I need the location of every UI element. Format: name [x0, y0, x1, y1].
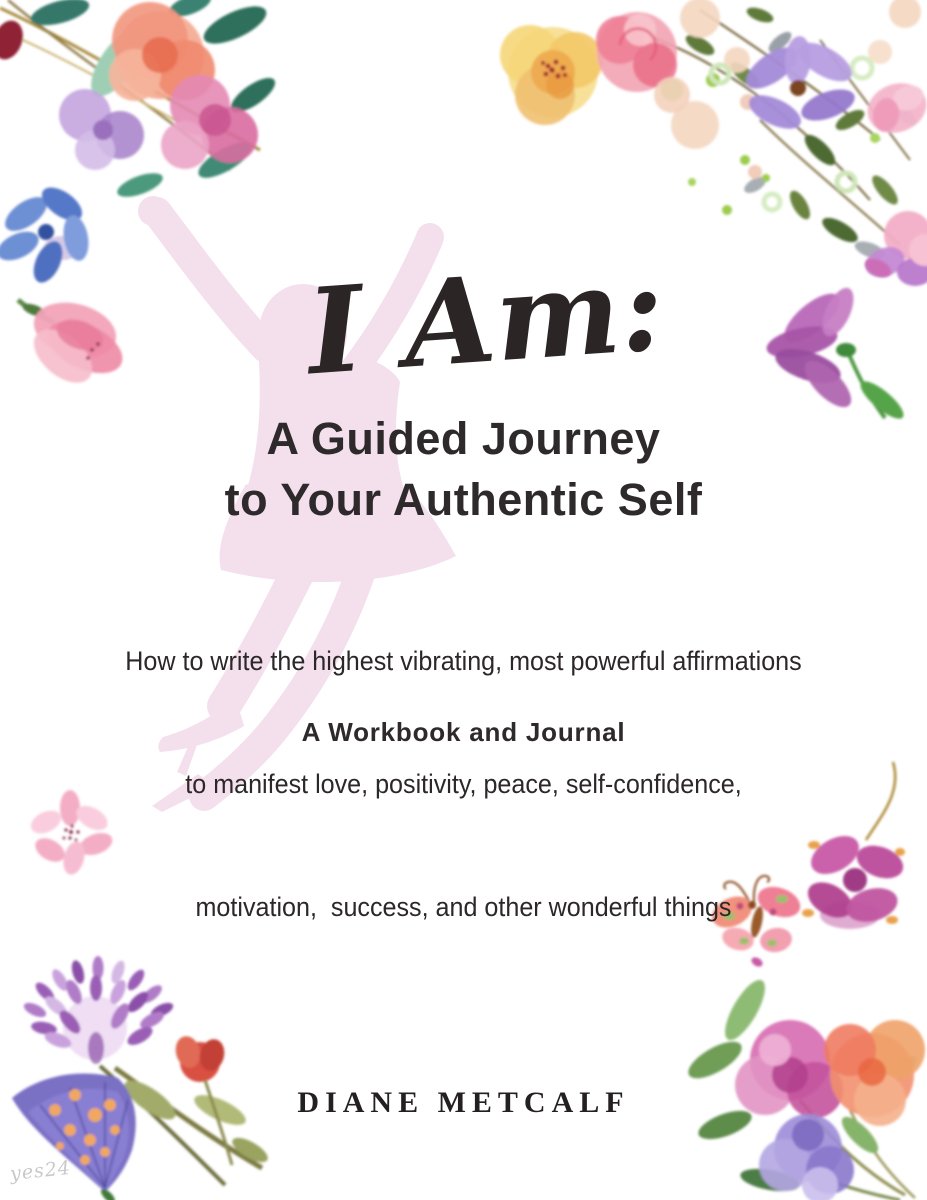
tagline-line-1: How to write the highest vibrating, most powerful affirmations	[125, 646, 802, 676]
author-name: DIANE METCALF	[297, 1086, 630, 1119]
top-left-floral	[0, 0, 280, 202]
subtitle-line-2: to Your Authentic Self	[224, 474, 703, 525]
subtitle-line-1: A Guided Journey	[266, 413, 661, 464]
format-label: A Workbook and Journal	[301, 717, 626, 747]
book-subtitle	[0, 408, 927, 530]
tagline-line-2: to manifest love, positivity, peace, self-confidence,	[185, 769, 742, 799]
book-title: I Am:	[302, 237, 669, 402]
book-tagline	[32, 559, 894, 1010]
tagline-line-3: motivation, success, and other wonderful things	[195, 892, 732, 922]
retailer-watermark: yes24	[9, 1156, 72, 1186]
